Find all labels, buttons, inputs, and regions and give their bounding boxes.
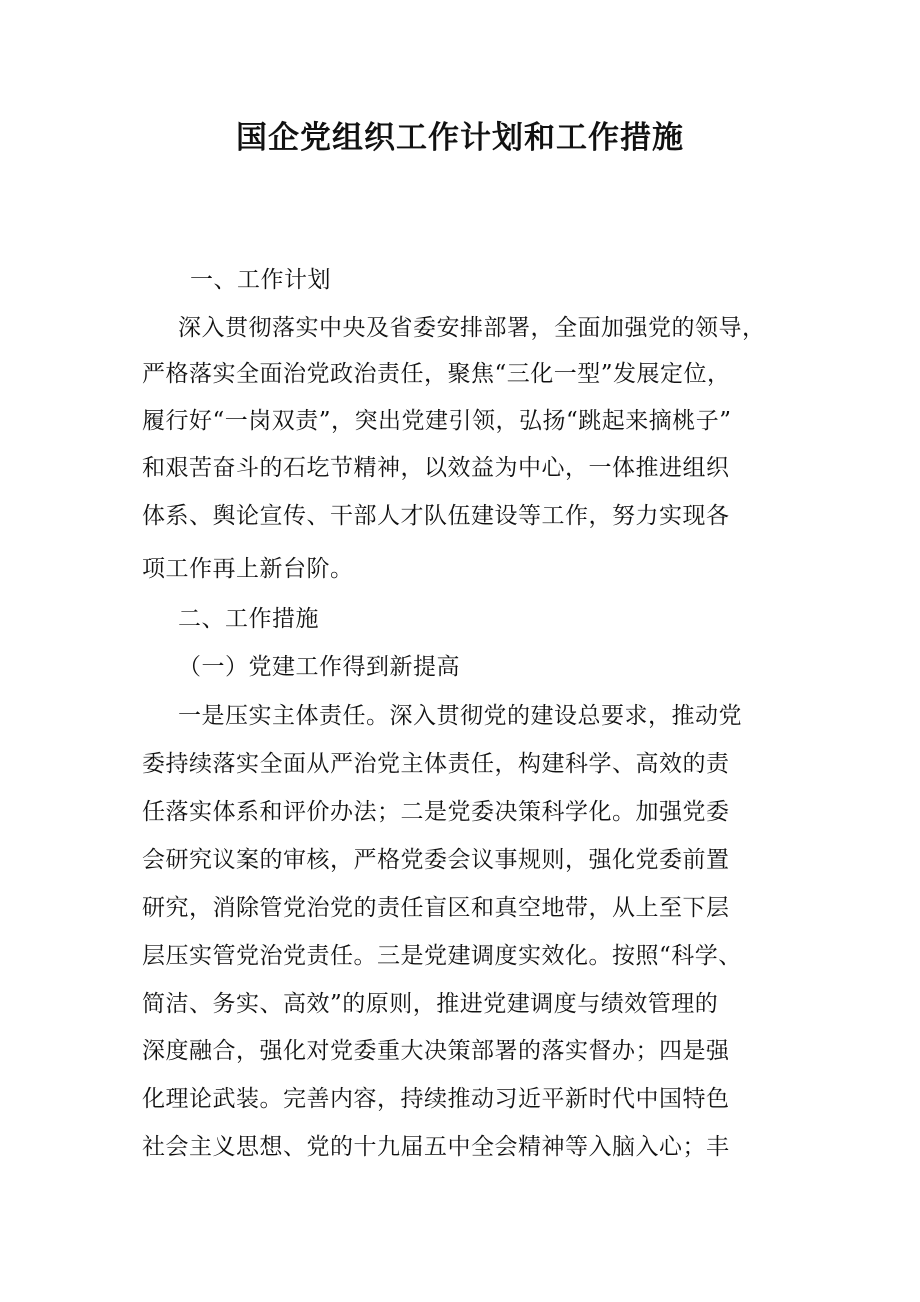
paragraph-line: 化理论武装。完善内容，持续推动习近平新时代中国特色	[142, 1086, 730, 1112]
paragraph-line: 体系、舆论宣传、干部人才队伍建设等工作，努力实现各	[142, 503, 730, 529]
paragraph-line: 一是压实主体责任。深入贯彻党的建设总要求，推动党	[178, 703, 742, 729]
paragraph-line: 任落实体系和评价办法；二是党委决策科学化。加强党委	[142, 799, 730, 825]
heading-work-measures: 二、工作措施	[178, 606, 319, 632]
paragraph-line: 研究，消除管党治党的责任盲区和真空地带，从上至下层	[142, 895, 730, 921]
paragraph-line: 深入贯彻落实中央及省委安排部署，全面加强党的领导，	[178, 315, 766, 341]
paragraph-line: 项工作再上新台阶。	[142, 556, 354, 582]
paragraph-line: 简洁、务实、高效”的原则，推进党建调度与绩效管理的	[142, 991, 719, 1017]
subheading-party-building: （一）党建工作得到新提高	[178, 654, 460, 680]
paragraph-line: 严格落实全面治党政治责任，聚焦“三化一型”发展定位，	[142, 361, 731, 387]
heading-work-plan: 一、工作计划	[190, 267, 331, 293]
paragraph-line: 层压实管党治党责任。三是党建调度实效化。按照“科学、	[142, 943, 742, 969]
paragraph-line: 深度融合，强化对党委重大决策部署的落实督办；四是强	[142, 1038, 730, 1064]
paragraph-line: 社会主义思想、党的十九届五中全会精神等入脑入心；丰	[142, 1134, 730, 1160]
paragraph-line: 会研究议案的审核，严格党委会议事规则，强化党委前置	[142, 847, 730, 873]
paragraph-line: 委持续落实全面从严治党主体责任，构建科学、高效的责	[142, 751, 730, 777]
paragraph-line: 履行好“一岗双责”，突出党建引领，弘扬“跳起来摘桃子”	[142, 408, 732, 434]
document-title: 国企党组织工作计划和工作措施	[236, 120, 684, 156]
paragraph-line: 和艰苦奋斗的石圪节精神，以效益为中心，一体推进组织	[142, 455, 730, 481]
